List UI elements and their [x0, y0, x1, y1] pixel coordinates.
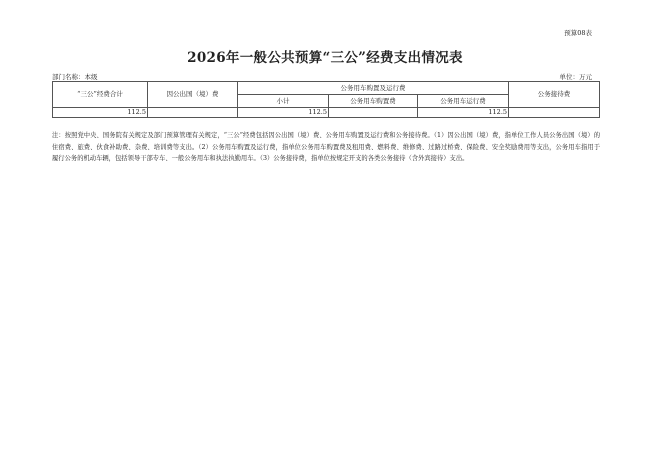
page-title: 2026年一般公共预算“三公”经费支出情况表: [187, 50, 463, 66]
header-operation: 公务用车运行费: [418, 95, 509, 108]
footnote: 注：按照党中央、国务院有关规定及部门预算管理有关规定，“三公”经费包括因公出国（境）费、公务用车购置及运行费和公务接待费。（1）因公出国（境）费，指单位工作人员公务出国（境）的住宿费、旅费、伙食补助费、杂费、培训费等支出。（2）公务用车购置及运行费，指单位公务用车购置费及租用费、燃料费、维修费、过路过桥费、保险费、安全奖励费用等支出，公务用车指用于履行公务的机动车辆，包括领导干部专车、一般公务用车和执法执勤用车。（3）公务接待费，指单位按规定开支的各类公务接待（含外宾接待）支出。: [52, 132, 600, 162]
header-subtotal: 小计: [238, 95, 329, 108]
header-total: “三公”经费合计: [53, 82, 148, 108]
department-name: 部门名称：本级: [52, 73, 98, 81]
header-row-1: [53, 82, 600, 95]
form-code: 预算08表: [564, 29, 592, 37]
cell-operation: 112.5: [418, 108, 509, 118]
cell-subtotal: 112.5: [238, 108, 329, 118]
table-row: [53, 108, 600, 118]
cell-abroad: [148, 108, 238, 118]
cell-purchase: [329, 108, 418, 118]
header-reception: 公务接待费: [509, 82, 600, 108]
header-purchase: 公务用车购置费: [329, 95, 418, 108]
header-abroad: 因公出国（境）费: [148, 82, 238, 108]
budget-table: [52, 81, 600, 118]
header-vehicle-group: 公务用车购置及运行费: [238, 82, 509, 95]
cell-reception: [509, 108, 600, 118]
cell-total: 112.5: [53, 108, 148, 118]
currency-unit: 单位：万元: [559, 73, 592, 81]
